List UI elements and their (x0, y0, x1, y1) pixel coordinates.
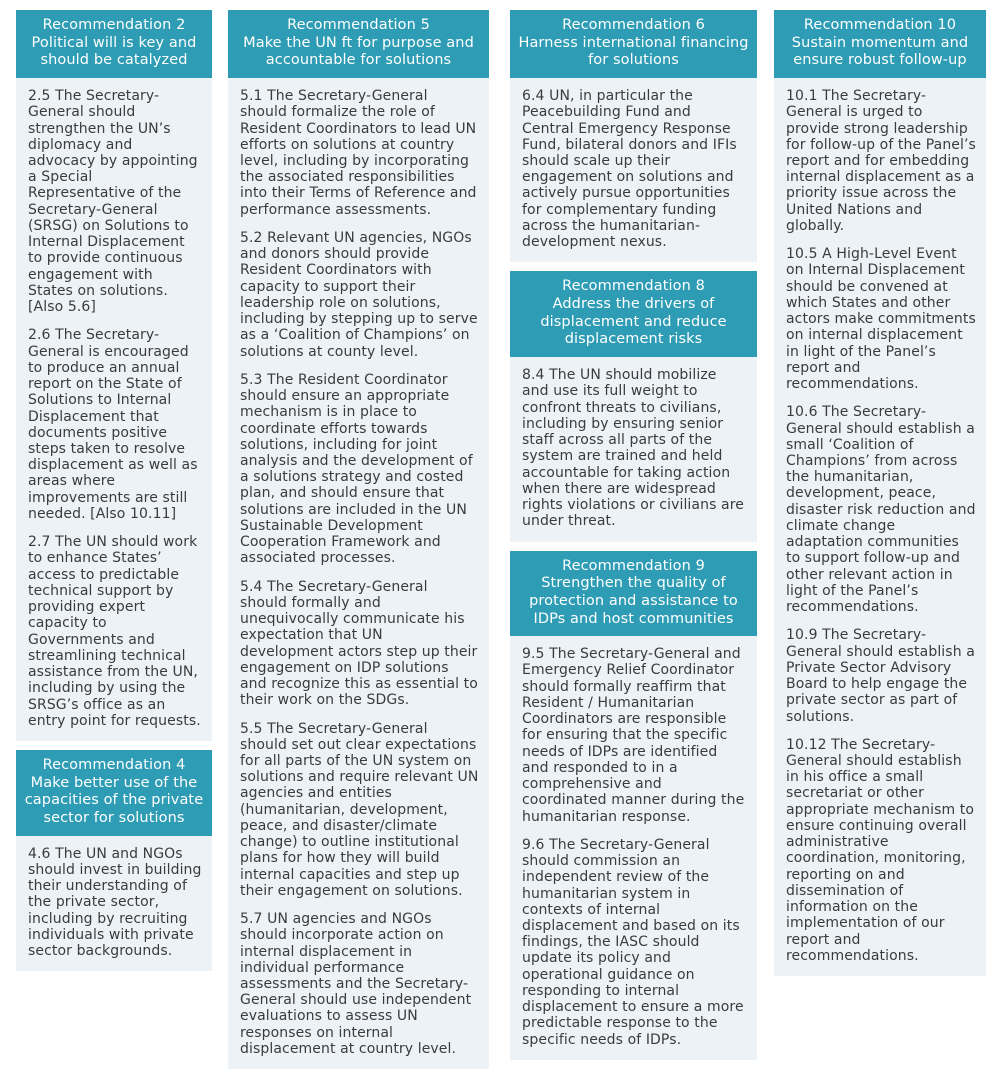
paragraph: 2.7 The UN should work to enhance States’ access to predictable technical support by providing expert capacity to Governments and streamlining technical assistance from the UN, including by using the SRSG’s office as an entry point for requests. (28, 534, 201, 729)
card-header (228, 10, 489, 78)
card-body (16, 836, 212, 972)
card-title: Recommendation 6 (562, 17, 705, 33)
paragraph: 9.6 The Secretary-General should commission an independent review of the humanitarian system in contexts of internal displacement and based on its findings, the IASC should update its policy and operational guidance on responding to internal displacement to ensure a more predictable response to the specific needs of IDPs. (522, 836, 744, 1048)
paragraph: 9.5 The Secretary-General and Emergency Relief Coordinator should formally reaffirm that Resident / Humanitarian Coordinators are responsible for ensuring that the specific needs of IDPs are identified and responded to in a comprehensive and coordinated manner during the humanitarian response. (522, 646, 745, 825)
column-2 (228, 10, 489, 1069)
card-header (16, 10, 212, 78)
card-body (16, 78, 212, 741)
card-body (510, 78, 757, 262)
column-3 (510, 10, 757, 1060)
paragraph: 5.7 UN agencies and NGOs should incorporate action on internal displacement in individual performance assessments and the Secretary-General should use independent evaluations to assess UN responses on internal displacement at country level. (240, 911, 472, 1057)
recommendation-card-6 (510, 10, 757, 262)
recommendation-card-4 (16, 750, 212, 971)
paragraph: 10.12 The Secretary-General should establish in his office a small secretariat or other appropriate mechanism to ensure continuing overall administrative coordination, monitoring, reporting on and dissemination of information on the implementation of our report and recommendations. (786, 736, 975, 964)
paragraph: 10.9 The Secretary-General should establish a Private Sector Advisory Board to help engage the private sector as part of solutions. (786, 627, 975, 725)
card-body (510, 357, 757, 541)
card-subtitle: Address the drivers of displacement and reduce displacement risks (540, 296, 727, 348)
paragraph: 5.4 The Secretary-General should formally and unequivocally communicate his expectation that UN development actors step up their engagement on IDP solutions and recognize this as essential to their work on the SDGs. (240, 578, 478, 709)
column-1 (16, 10, 212, 971)
card-subtitle: Make the UN ft for purpose and accountable for solutions (243, 34, 474, 69)
card-body (228, 78, 489, 1069)
card-header (510, 10, 757, 78)
paragraph: 5.1 The Secretary-General should formalize the role of Resident Coordinators to lead UN efforts on solutions at country level, including by incorporating the associated responsibilities into their Terms of Reference and performance assessments. (240, 88, 477, 218)
card-header (16, 750, 212, 836)
paragraph: 8.4 The UN should mobilize and use its full weight to confront threats to civilians, including by ensuring senior staff across all parts of the system are trained and held accountable for taking action when there are widespread rights violations or civilians are under threat. (522, 367, 744, 530)
paragraph: 5.5 The Secretary-General should set out clear expectations for all parts of the UN system on solutions and require relevant UN agencies and entities (humanitarian, development, peace, and disaster/climate change) to outline institutional plans for how they will build internal capacities and step up their engagement on solutions. (240, 720, 479, 899)
paragraph: 2.6 The Secretary-General is encouraged to produce an annual report on the State of Solutions to Internal Displacement that documents positive steps taken to resolve displacement as well as areas where improvements are still needed. [Also 10.11] (28, 327, 198, 522)
recommendation-card-10 (774, 10, 986, 976)
card-title: Recommendation 8 (562, 278, 705, 295)
paragraph: 4.6 The UN and NGOs should invest in building their understanding of the private sector, including by recruiting individuals with private sector backgrounds. (28, 845, 202, 960)
paragraph: 5.3 The Resident Coordinator should ensure an appropriate mechanism is in place to coordinate efforts towards solutions, including for joint analysis and the development of a solutions strategy and costed plan, and should ensure that solutions are included in the UN Sustainable Development Cooperation Framework and associated processes. (240, 371, 473, 567)
card-body (774, 78, 986, 976)
card-subtitle: Make better use of the capacities of the private sector for solutions (24, 774, 204, 827)
card-title: Recommendation 4 (42, 756, 186, 773)
paragraph: 5.2 Relevant UN agencies, NGOs and donors should provide Resident Coordinators with capacity to support their leadership role on solutions, including by stepping up to serve as a ‘Coalition of Champions’ on solutions at county level. (240, 229, 478, 360)
card-title: Recommendation 2 (42, 17, 186, 33)
card-title: Recommendation 9 (562, 557, 705, 574)
card-body (510, 636, 757, 1060)
paragraph: 2.5 The Secretary-General should strengthen the UN’s diplomacy and advocacy by appointing a Special Representative of the Secretary-General (SRSG) on Solutions to Internal Displacement to provide continuous engagement with States on solutions. [Also 5.6] (28, 88, 198, 316)
card-title: Recommendation 5 (287, 17, 430, 33)
column-4 (774, 10, 986, 976)
recommendation-card-9 (510, 551, 757, 1060)
card-title: Recommendation 10 (803, 17, 957, 33)
card-subtitle: Sustain momentum and ensure robust follow-up (791, 34, 969, 69)
recommendation-card-5 (228, 10, 489, 1069)
card-subtitle: Strengthen the quality of protection and assistance to IDPs and host communities (529, 575, 738, 627)
paragraph: 10.5 A High-Level Event on Internal Displacement should be convened at which States and other actors make commitments on internal displacement in light of the Panel’s report and recommendations. (786, 246, 976, 393)
paragraph: 10.6 The Secretary-General should establish a small ‘Coalition of Champions’ from across the humanitarian, development, peace, disaster risk reduction and climate change adaptation communities to support follow-up and other relevant action in light of the Panel’s recommendations. (786, 404, 976, 616)
paragraph: 10.1 The Secretary-General is urged to provide strong leadership for follow-up of the Panel’s report and for embedding internal displacement as a priority issue across the United Nations and globally. (786, 88, 976, 234)
card-subtitle: Harness international financing for solutions (518, 34, 749, 69)
card-header (510, 271, 757, 357)
card-header (510, 551, 757, 637)
recommendation-card-2 (16, 10, 212, 741)
card-subtitle: Political will is key and should be catalyzed (31, 34, 197, 69)
card-header (774, 10, 986, 78)
recommendation-card-8 (510, 271, 757, 541)
paragraph: 6.4 UN, in particular the Peacebuilding Fund and Central Emergency Response Fund, bilateral donors and IFIs should scale up their engagement on solutions and actively pursue opportunities for complementary funding across the humanitarian-development nexus. (522, 88, 737, 251)
